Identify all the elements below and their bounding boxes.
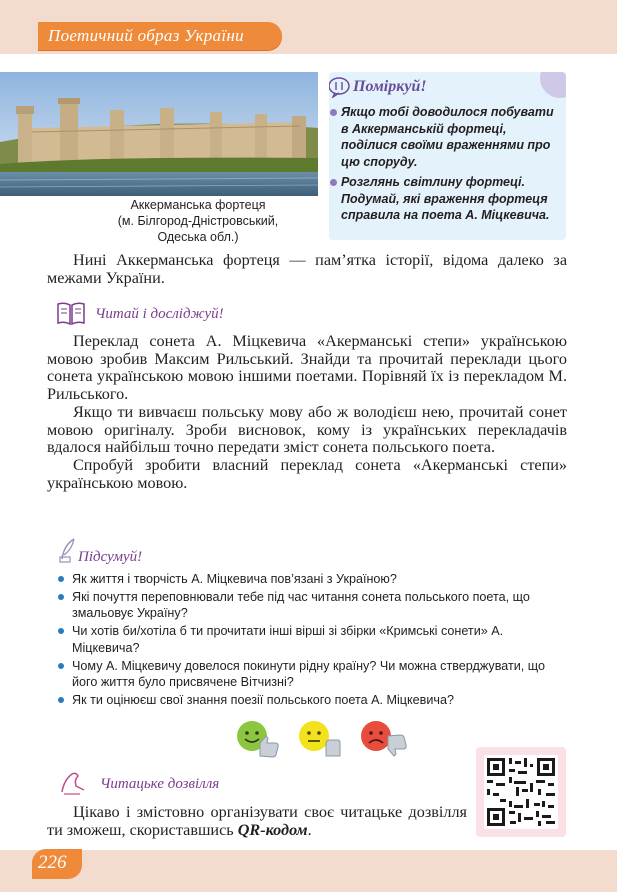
- summary-item: Які почуття переповнювали тебе під час читання сонета польського поета, що змальовує Україну?: [58, 589, 570, 622]
- photo-caption: [78, 197, 318, 245]
- intro-paragraph: [47, 252, 567, 287]
- caption-line: (м. Білгород-Дністровський,: [117, 214, 279, 228]
- intro-text: Нині Аккерманська фортеця — пам’ятка історії, відома далеко за межами України.: [47, 251, 567, 287]
- caption-line: Аккерманська фортеця: [130, 198, 266, 212]
- leisure-title: Читацьке дозвілля: [100, 776, 220, 792]
- think-list: [329, 104, 561, 228]
- leisure-text-end: .: [307, 820, 312, 839]
- neutral-face-icon[interactable]: [296, 718, 344, 763]
- think-title: Поміркуй!: [353, 78, 427, 95]
- open-book-icon: [56, 300, 86, 331]
- quill-icon: [58, 537, 78, 568]
- read-section-title: Читай і досліджуй!: [95, 306, 224, 322]
- summary-title: Підсумуй!: [78, 549, 143, 565]
- reader-hand-icon: [58, 768, 86, 801]
- qr-code-icon: [476, 747, 566, 837]
- think-box: [329, 72, 566, 240]
- summary-item: Чому А. Міцкевичу довелося покинути рідну країну? Чи можна стверджувати, що його життя було присвячене Вітчизні?: [58, 658, 570, 691]
- read-section-text: [47, 333, 567, 492]
- fortress-photo: [0, 72, 318, 196]
- think-box-corner: [540, 72, 566, 98]
- chapter-header: [38, 22, 282, 50]
- speech-bubble-icon: [329, 76, 351, 103]
- read-paragraph: Переклад сонета А. Міцкевича «Акерманські степи» українською мовою зробив Максим Рильський. Знайди та прочитай переклади цього сонета українською мовою іншими поетами. Порівняй їх із перекладом М. Рильського.: [47, 332, 567, 404]
- qr-code-link[interactable]: QR-кодом: [237, 820, 308, 839]
- think-item: Якщо тобі доводилося побувати в Аккерманській фортеці, поділися своїми враженнями про цю споруду.: [329, 104, 561, 170]
- read-paragraph: Якщо ти вивчаєш польську мову або ж володієш нею, прочитай сонет мовою оригіналу. Зроби висновок, кому із українських перекладачів вдалося найбільш точно передати зміст сонета польського поета.: [47, 402, 567, 457]
- think-item: Розглянь світлину фортеці. Подумай, які враження фортеця справила на поета А. Міцкевича.: [329, 174, 561, 224]
- summary-item: Як ти оцінюєш свої знання поезії польського поета А. Міцкевича?: [58, 692, 570, 708]
- leisure-paragraph: [47, 804, 467, 839]
- chapter-title: Поетичний образ України: [48, 26, 244, 45]
- summary-list: [58, 571, 570, 710]
- read-paragraph: Спробуй зробити власний переклад сонета «Акерманські степи» українською мовою.: [47, 455, 567, 492]
- summary-item: Як життя і творчість А. Міцкевича пов’язані з Україною?: [58, 571, 570, 587]
- bottom-ornament-band: [0, 850, 617, 892]
- leisure-text-start: Цікаво і змістовно організувати своє читацьке дозвілля ти зможеш, скориставшись: [47, 803, 467, 839]
- caption-line: Одеська обл.): [157, 230, 239, 244]
- sad-thumb-down-icon[interactable]: [358, 718, 410, 767]
- page-number: 226: [38, 852, 67, 873]
- qr-code-box[interactable]: [476, 747, 566, 837]
- page-number-badge: [32, 849, 82, 879]
- summary-item: Чи хотів би/хотіла б ти прочитати інші вірші зі збірки «Кримські сонети» А. Міцкевича?: [58, 623, 570, 656]
- smile-thumb-up-icon[interactable]: [234, 718, 282, 763]
- leisure-text: [47, 804, 467, 839]
